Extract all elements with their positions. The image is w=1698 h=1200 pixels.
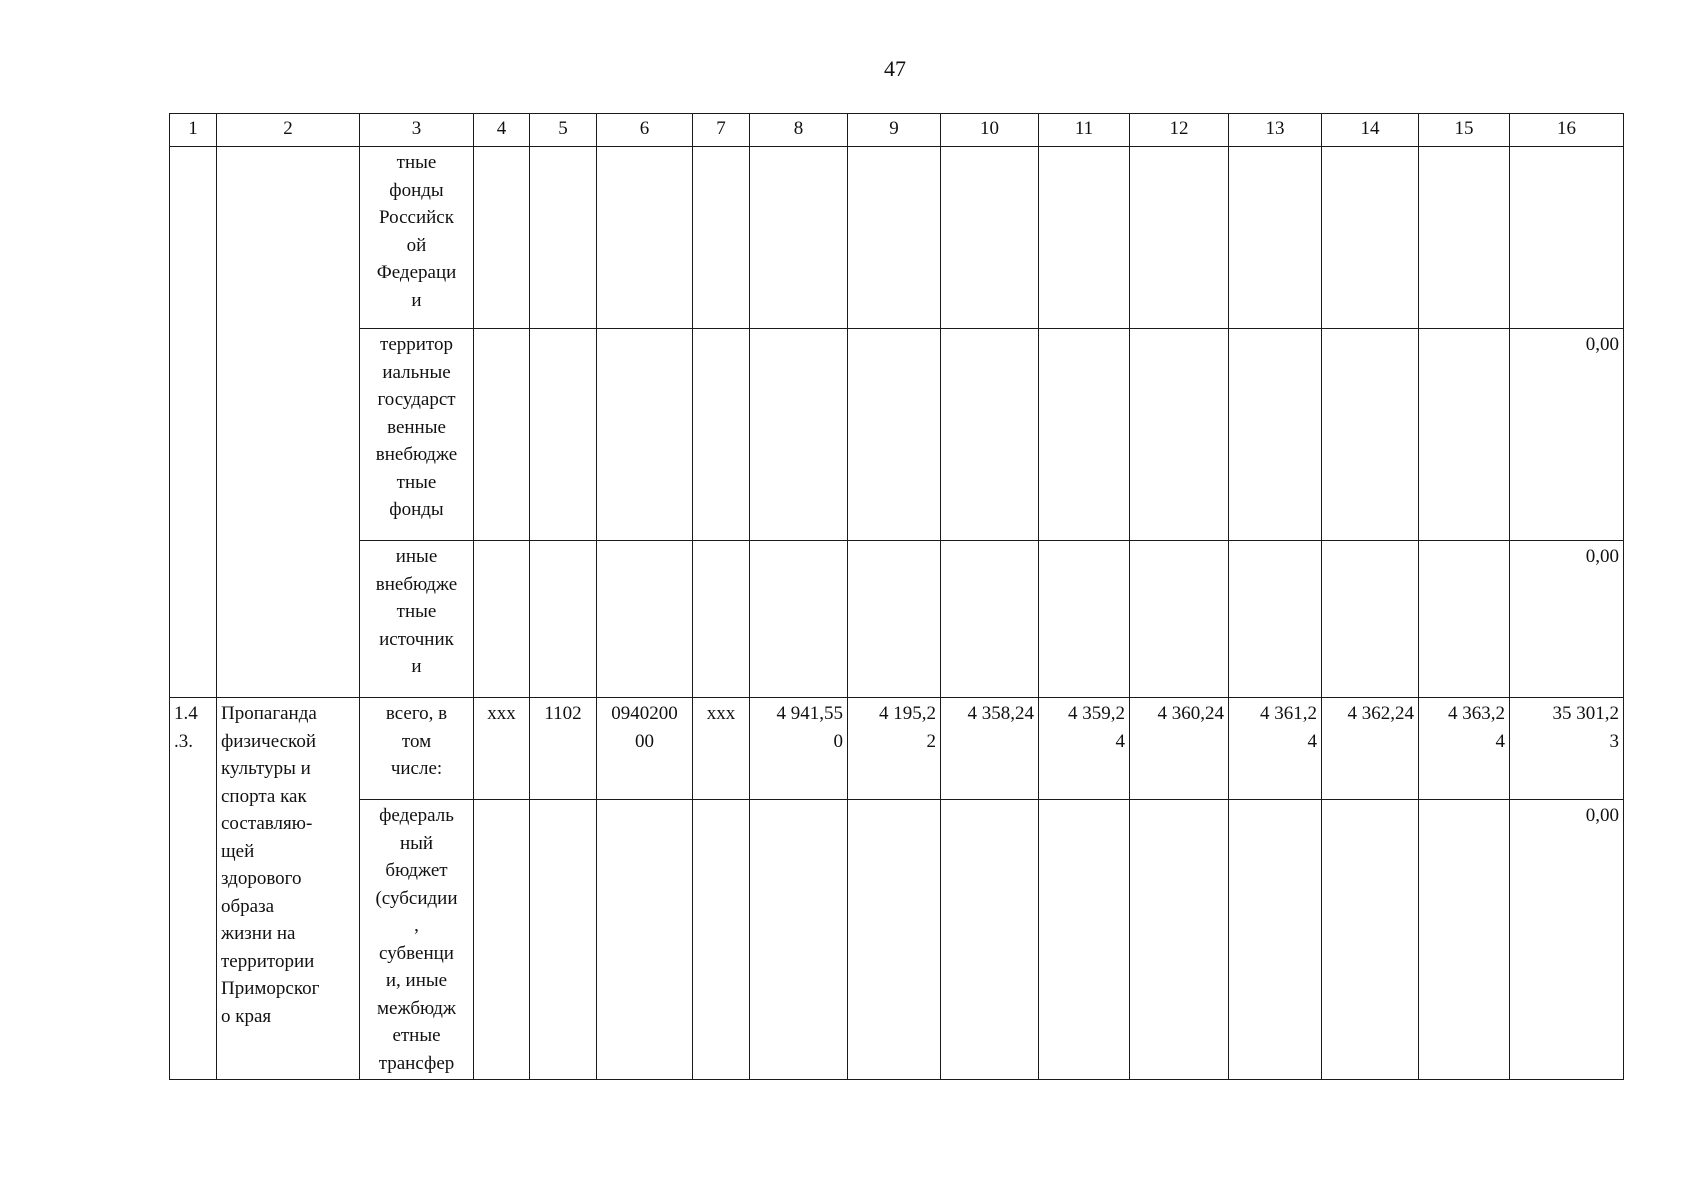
- column-header: 13: [1229, 114, 1322, 147]
- item-number-cell: [170, 147, 217, 698]
- column-header: 14: [1322, 114, 1419, 147]
- table-cell: 4 362,24: [1322, 698, 1419, 800]
- total-cell: 0,00: [1510, 329, 1624, 541]
- funding-source-cell: иные внебюдже тные источник и: [360, 541, 474, 698]
- column-header: 5: [530, 114, 597, 147]
- table-row: [170, 698, 1624, 800]
- table-cell: 4 363,2 4: [1419, 698, 1510, 800]
- item-title-cell: [217, 147, 360, 698]
- table-row: [170, 541, 1624, 698]
- column-header: 9: [848, 114, 941, 147]
- column-header: 11: [1039, 114, 1130, 147]
- table-cell: xxx: [474, 698, 530, 800]
- column-header: 16: [1510, 114, 1624, 147]
- column-header: 12: [1130, 114, 1229, 147]
- total-cell: [1510, 147, 1624, 329]
- column-header: 15: [1419, 114, 1510, 147]
- budget-table: [169, 113, 1624, 1080]
- item-number-cell: 1.4 .3.: [170, 698, 217, 1080]
- column-header: 7: [693, 114, 750, 147]
- table-cell: 4 361,2 4: [1229, 698, 1322, 800]
- table-cell: 4 359,2 4: [1039, 698, 1130, 800]
- total-cell: 0,00: [1510, 541, 1624, 698]
- total-cell: 35 301,2 3: [1510, 698, 1624, 800]
- table-cell: 4 195,2 2: [848, 698, 941, 800]
- table-cell: 4 941,55 0: [750, 698, 848, 800]
- funding-source-cell: федераль ный бюджет (субсидии , субвенци и, иные межбюдж етные трансфер: [360, 800, 474, 1080]
- column-header: 2: [217, 114, 360, 147]
- funding-source-cell: тные фонды Российск ой Федераци и: [360, 147, 474, 329]
- table-cell: 1102: [530, 698, 597, 800]
- column-header: 10: [941, 114, 1039, 147]
- table-cell: xxx: [693, 698, 750, 800]
- column-header: 1: [170, 114, 217, 147]
- total-cell: 0,00: [1510, 800, 1624, 1080]
- column-header: 4: [474, 114, 530, 147]
- funding-source-cell: всего, в том числе:: [360, 698, 474, 800]
- column-number-row: [170, 114, 1624, 147]
- funding-source-cell: территор иальные государст венные внебюдже тные фонды: [360, 329, 474, 541]
- item-title-cell: Пропаганда физической культуры и спорта как составляю- щей здорового образа жизни на территории Приморског о края: [217, 698, 360, 1080]
- page-number: 47: [884, 56, 906, 81]
- table-cell: 0940200 00: [597, 698, 693, 800]
- table-cell: 4 360,24: [1130, 698, 1229, 800]
- table-row: [170, 329, 1624, 541]
- table-cell: 4 358,24: [941, 698, 1039, 800]
- column-header: 3: [360, 114, 474, 147]
- table-row: [170, 800, 1624, 1080]
- column-header: 8: [750, 114, 848, 147]
- table-row: [170, 147, 1624, 329]
- column-header: 6: [597, 114, 693, 147]
